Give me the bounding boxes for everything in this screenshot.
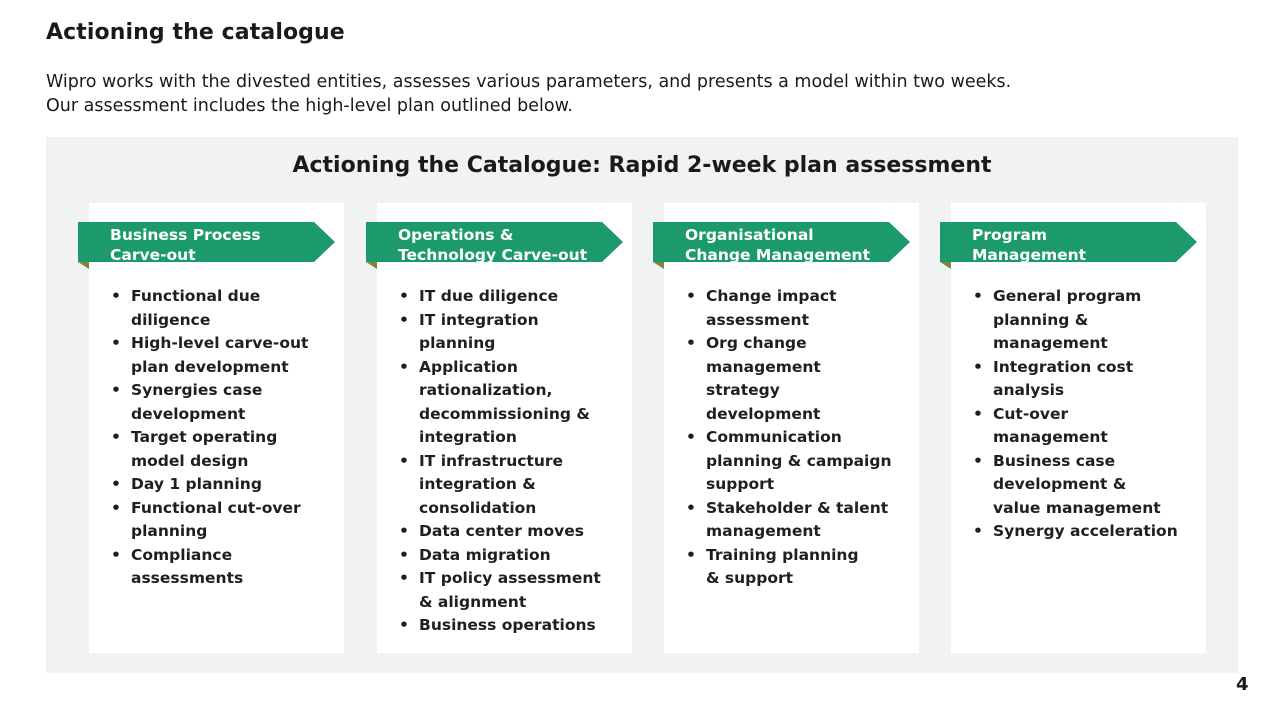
bullet-item [111, 379, 336, 426]
bullet-icon: • [973, 404, 983, 423]
card-header-label: Organisational [685, 226, 814, 244]
bullet-item-text: rationalization, [419, 381, 553, 399]
bullet-item-text: development & [993, 475, 1127, 493]
bullet-item-text: Training planning [706, 545, 859, 564]
card-item-list [399, 285, 624, 638]
bullet-icon: • [399, 451, 409, 470]
bullet-item-text: Functional due [131, 287, 261, 305]
card-header-label: Business Process [110, 226, 261, 244]
bullet-item-text: planning [419, 334, 496, 352]
bullet-item-text: General program [993, 287, 1142, 305]
bullet-icon: • [973, 522, 983, 540]
page-title: Actioning the catalogue [46, 20, 345, 45]
bullet-item [686, 497, 911, 544]
bullet-item-text: support [706, 475, 775, 493]
bullet-icon: • [111, 381, 121, 399]
bullet-item [686, 544, 911, 591]
card-header [940, 222, 1197, 269]
bullet-item-text: integration & [419, 475, 536, 493]
plan-assessment-panel [46, 137, 1238, 673]
bullet-item [686, 426, 911, 497]
header-ribbon-fold [940, 262, 951, 269]
bullet-item-text: Day 1 planning [131, 475, 262, 493]
bullet-icon: • [399, 569, 409, 587]
intro-line: Wipro works with the divested entities, assesses various parameters, and presents a model within two weeks. [46, 72, 1012, 92]
bullet-item-text: Application [419, 357, 518, 376]
card-header-label: Program [972, 226, 1048, 244]
bullet-item-text: IT due diligence [419, 287, 559, 305]
bullet-icon: • [399, 522, 409, 540]
bullet-item-text: assessment [706, 310, 809, 329]
bullet-item-text: Business operations [419, 616, 596, 634]
card-header [653, 222, 910, 269]
card-header-label: Technology Carve-out [398, 246, 588, 264]
panel-title: Actioning the Catalogue: Rapid 2-week plan assessment [292, 153, 992, 178]
bullet-item-text: Data center moves [419, 522, 584, 540]
bullet-item-text: integration [419, 428, 517, 446]
bullet-icon: • [111, 498, 121, 517]
card-header-label: Carve-out [110, 246, 196, 264]
bullet-item-text: Synergies case [131, 381, 263, 399]
bullet-item [399, 614, 624, 638]
bullet-item [973, 356, 1198, 403]
bullet-icon: • [686, 287, 696, 305]
bullet-item-text: diligence [131, 310, 211, 329]
bullet-item [973, 285, 1198, 356]
card-header-label: Operations & [398, 226, 514, 244]
bullet-item-text: Business case [993, 451, 1116, 470]
page-number: 4 [1236, 674, 1249, 695]
bullet-item-text: consolidation [419, 498, 537, 517]
bullet-icon: • [973, 451, 983, 470]
bullet-item-text: management [706, 357, 821, 376]
card-header [366, 222, 623, 269]
bullet-item-text: planning [131, 522, 208, 540]
bullet-item-text: Integration cost [993, 357, 1134, 376]
bullet-item-text: assessments [131, 569, 244, 587]
bullet-item [111, 473, 336, 497]
bullet-item [399, 309, 624, 356]
bullet-item-text: Functional cut-over [131, 498, 301, 517]
bullet-item-text: planning & [993, 310, 1089, 329]
bullet-item-text: strategy [706, 381, 780, 399]
bullet-item-text: Org change [706, 334, 807, 352]
bullet-icon: • [111, 334, 121, 352]
bullet-item-text: model design [131, 451, 249, 470]
bullet-item-text: development [706, 404, 821, 423]
intro-paragraph [46, 70, 1236, 118]
bullet-item-text: plan development [131, 357, 289, 376]
bullet-item-text: IT integration [419, 310, 539, 329]
bullet-item [399, 544, 624, 568]
bullet-icon: • [399, 545, 409, 564]
card-header-label: Management [972, 246, 1087, 264]
bullet-item [686, 285, 911, 332]
bullet-icon: • [111, 475, 121, 493]
bullet-icon: • [399, 310, 409, 329]
bullet-item-text: Target operating [131, 428, 278, 446]
intro-line: Our assessment includes the high-level plan outlined below. [46, 96, 573, 116]
bullet-item [111, 285, 336, 332]
bullet-item-text: Communication [706, 428, 842, 446]
card-item-list [973, 285, 1198, 544]
bullet-item [111, 332, 336, 379]
bullet-item-text: analysis [993, 381, 1065, 399]
bullet-item [399, 356, 624, 450]
bullet-item [973, 403, 1198, 450]
bullet-item [399, 450, 624, 521]
bullet-item [111, 497, 336, 544]
bullet-icon: • [111, 428, 121, 446]
bullet-icon: • [399, 357, 409, 376]
bullet-item [399, 520, 624, 544]
bullet-item-text: Synergy acceleration [993, 522, 1178, 540]
bullet-item-text: management [993, 428, 1108, 446]
header-ribbon-fold [653, 262, 664, 269]
workstream-card-change-management [664, 203, 919, 653]
bullet-item-text: management [993, 334, 1108, 352]
bullet-icon: • [973, 357, 983, 376]
bullet-item-text: management [706, 522, 821, 540]
bullet-item [111, 426, 336, 473]
bullet-item [686, 332, 911, 426]
bullet-item-text: Cut-over [993, 404, 1069, 423]
bullet-item-text: decommissioning & [419, 404, 590, 423]
header-ribbon-fold [78, 262, 89, 269]
bullet-item-text: & alignment [419, 592, 527, 611]
bullet-item-text: Stakeholder & talent [706, 498, 889, 517]
header-ribbon-fold [366, 262, 377, 269]
card-header-label: Change Management [685, 246, 871, 264]
workstream-card-program-management [951, 203, 1206, 653]
bullet-icon: • [973, 287, 983, 305]
bullet-item-text: IT infrastructure [419, 451, 564, 470]
card-item-list [111, 285, 336, 591]
bullet-item-text: IT policy assessment [419, 569, 601, 587]
bullet-item-text: Data migration [419, 545, 551, 564]
bullet-item-text: development [131, 404, 246, 423]
bullet-icon: • [111, 545, 121, 564]
bullet-item [399, 567, 624, 614]
workstream-card-business-process [89, 203, 344, 653]
bullet-item-text: Change impact [706, 287, 837, 305]
bullet-item-text: value management [993, 498, 1161, 517]
bullet-item [973, 520, 1198, 544]
workstream-card-operations-technology [377, 203, 632, 653]
bullet-icon: • [686, 498, 696, 517]
bullet-item-text: planning & campaign [706, 451, 892, 470]
bullet-item-text: High-level carve-out [131, 334, 309, 352]
bullet-item [399, 285, 624, 309]
bullet-item [111, 544, 336, 591]
bullet-icon: • [111, 287, 121, 305]
bullet-item-text: Compliance [131, 545, 233, 564]
bullet-icon: • [686, 428, 696, 446]
card-item-list [686, 285, 911, 591]
card-header [78, 222, 335, 269]
bullet-icon: • [399, 287, 409, 305]
bullet-item-text: & support [706, 569, 794, 587]
bullet-icon: • [399, 616, 409, 634]
bullet-icon: • [686, 545, 696, 564]
bullet-item [973, 450, 1198, 521]
bullet-icon: • [686, 334, 696, 352]
